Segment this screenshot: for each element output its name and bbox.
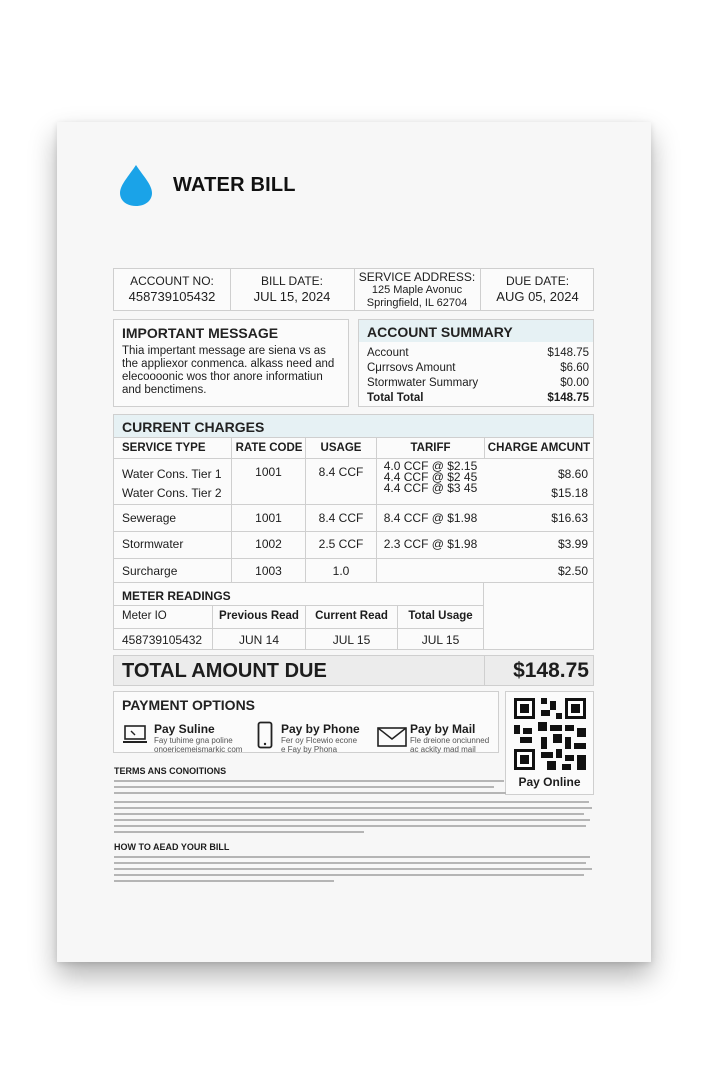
meter-readings-box [113,582,484,650]
charge-amount: $8.60 [557,467,588,481]
summary-label: Stormwater Summary [367,377,479,389]
pay-phone-title: Pay by Phone [281,722,360,736]
pay-phone-sub1: Fer oy Flcewio econe [281,736,358,745]
phone-icon [257,721,273,749]
service-type: Water Cons. Tier 1 [122,467,222,481]
summary-label: Cμrrsovs Amount [367,362,456,374]
pay-mail-sub1: Fle dreione onciunned [410,736,490,745]
summary-value: $0.00 [560,377,589,389]
account-no-value: 458739105432 [128,289,216,304]
pay-online-option[interactable] [154,722,242,754]
charge-amount: $16.63 [551,511,588,525]
important-message-line4: and benctimens. [122,384,207,396]
water-drop-icon [118,163,154,207]
laptop-icon [122,724,148,746]
bill-info-box [113,268,594,311]
address-line2: Springfield, IL 62704 [366,297,468,309]
col-previous-read: Previous Read [219,610,299,622]
service-address-cell [354,269,480,311]
account-no-label: ACCOUNT NO: [130,274,214,288]
current-charges-box [113,414,594,586]
due-date-value: AUG 05, 2024 [496,289,579,304]
col-service-type: SERVICE TYPE [122,442,206,454]
rate-code: 1003 [255,564,282,578]
terms-title: TERMS ANS CONOITIONS [114,766,227,776]
total-due-value: $148.75 [513,659,589,682]
current-charges-title: CURRENT CHARGES [122,419,265,435]
payment-options-box [113,691,499,753]
important-message-line1: Thia impertant message are siena vs as [122,345,326,357]
summary-total-row [367,392,589,405]
address-line1: 125 Maple Avonuc [371,284,463,296]
summary-value: $6.60 [560,362,589,374]
envelope-icon [377,727,407,747]
tariff: 4.4 CCF @ $3 45 [383,481,478,495]
how-to-title: HOW TO AEAD YOUR BILL [114,842,230,852]
due-date-cell [480,269,595,311]
service-type: Water Cons. Tier 2 [122,486,222,500]
pay-by-phone-option[interactable] [281,722,360,754]
usage: 8.4 CCF [318,465,364,479]
col-total-usage: Total Usage [408,610,473,622]
pay-mail-sub2: ac ackity mad mail [410,745,476,754]
pay-by-mail-option[interactable] [410,722,489,754]
col-current-read: Current Read [315,610,388,622]
pay-mail-title: Pay by Mail [410,722,476,736]
bill-date-value: JUL 15, 2024 [253,289,331,304]
meter-id: 458739105432 [122,633,203,647]
total-due-label: TOTAL AMOUNT DUE [122,660,327,682]
col-charge-amount: CHARGE AMCUNT [487,442,591,454]
table-row-water [122,465,222,503]
important-message-line2: the appliexor conmenca. alkass need and [122,358,335,370]
rate-code: 1002 [255,537,282,551]
col-usage: USAGE [320,442,362,454]
bill-title: WATER BILL [173,174,296,196]
summary-label: Account [367,347,409,359]
service-address-label: SERVICE ADDRESS: [358,270,476,284]
payment-options-title: PAYMENT OPTIONS [122,697,256,713]
charge-amount: $3.99 [557,537,588,551]
service-type: Surcharge [122,564,178,578]
col-rate-code: RATE CODE [235,442,303,454]
service-type: Sewerage [122,511,177,525]
important-message-box [113,319,349,407]
pay-online-title: Pay Suline [154,722,215,736]
qr-box[interactable] [505,691,594,795]
due-date-label: DUE DATE: [505,274,570,288]
bill-date-cell [230,269,354,311]
summary-row [367,377,589,390]
total-usage: JUL 15 [421,633,460,647]
total-due-box [113,655,594,686]
usage: 2.5 CCF [318,537,364,551]
account-no-cell [114,269,230,311]
service-type: Stormwater [122,537,184,551]
charge-amount: $15.18 [551,486,588,500]
pay-phone-sub2: e Fay by Phona [281,745,338,754]
bill-date-label: BILL DATE: [260,274,324,288]
usage: 8.4 CCF [318,511,364,525]
previous-read: JUN 14 [238,633,279,647]
account-summary-box [358,319,594,407]
current-read: JUL 15 [332,633,371,647]
important-message-line3: elecoooonic wos thor anore informatiun [122,371,323,383]
qr-label: Pay Online [518,775,581,789]
tariff: 8.4 CCF @ $1.98 [383,511,478,525]
charge-amount: $2.50 [557,564,588,578]
tariff: 2.3 CCF @ $1.98 [383,537,478,551]
rate-code: 1001 [255,465,282,479]
pay-online-sub1: Fay tuhime gna poline [154,736,233,745]
important-message-title: IMPORTANT MESSAGE [122,325,279,341]
summary-row [367,362,589,375]
meter-readings-title: METER READINGS [122,589,231,603]
qr-code-icon [514,698,586,770]
summary-label: Total Total [367,392,424,404]
summary-row [367,347,589,360]
rate-code: 1001 [255,511,282,525]
col-meter-id: Meter IO [122,610,167,622]
pay-online-sub2: onoericemeismarkic com [154,745,243,754]
account-summary-title: ACCOUNT SUMMARY [367,324,513,340]
tariff: 4.4 CCF @ $2 45 [383,470,478,484]
summary-value: $148.75 [547,392,589,404]
usage: 1.0 [332,564,350,578]
tariff: 4.0 CCF @ $2.15 [383,459,478,473]
col-tariff: TARIFF [410,442,451,454]
meter-spacer [483,582,594,650]
summary-value: $148.75 [547,347,589,359]
